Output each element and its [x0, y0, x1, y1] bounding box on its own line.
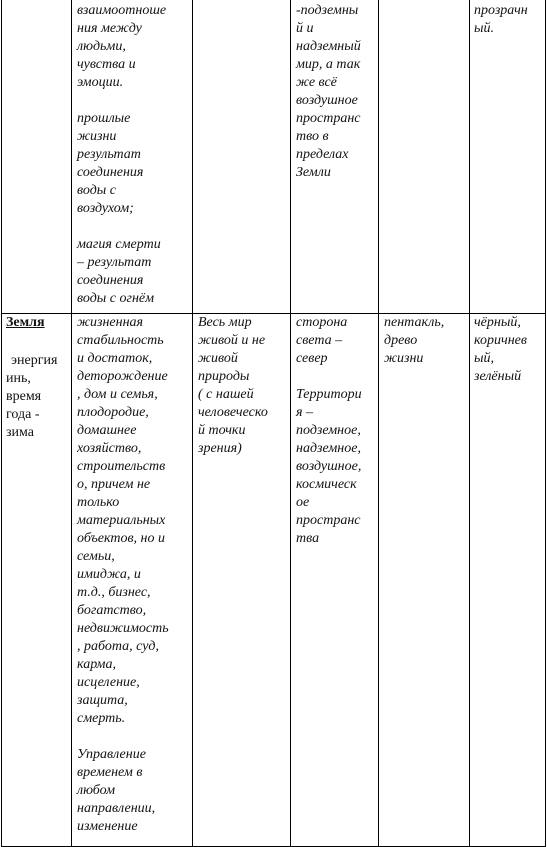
- text-line: я –: [296, 405, 314, 420]
- text-line: пределах: [296, 147, 349, 162]
- text-line: север: [296, 351, 328, 366]
- text-line: света –: [296, 333, 343, 348]
- text-line: эмоции.: [77, 75, 124, 90]
- row1-col2-text: [77, 2, 166, 308]
- table-border-col1: [71, 0, 72, 847]
- text-line: – результат: [77, 255, 152, 270]
- text-line: о, причем не: [77, 477, 151, 492]
- text-line: , дом и семья,: [77, 387, 158, 402]
- text-line: плодородие,: [77, 405, 149, 420]
- row2-col1-text: [6, 314, 57, 442]
- text-line: стабильность: [77, 333, 164, 348]
- text-line: результат: [77, 147, 141, 162]
- text-line: космическ: [296, 477, 357, 492]
- text-line: материальных: [77, 513, 166, 528]
- text-line: коричнев: [474, 333, 527, 348]
- text-line: прозрачн: [474, 3, 528, 18]
- text-line: карма,: [77, 657, 116, 672]
- text-line: т.д., бизнес,: [77, 585, 151, 600]
- text-line: пентакль,: [384, 315, 445, 330]
- text-line: богатство,: [77, 603, 147, 618]
- text-line: жизни: [77, 129, 117, 144]
- text-line: энергия: [11, 353, 58, 368]
- text-line: взаимоотноше: [77, 3, 167, 18]
- text-line: года -: [6, 407, 40, 422]
- text-line: -подземны: [296, 3, 359, 18]
- text-line: направлении,: [77, 801, 156, 816]
- text-line: воздушное,: [296, 459, 362, 474]
- text-line: Весь мир: [198, 315, 252, 330]
- text-line: тва: [296, 531, 320, 546]
- text-line: соединения: [77, 273, 144, 288]
- text-line: только: [77, 495, 120, 510]
- text-line: защита,: [77, 693, 128, 708]
- text-line: деторождение: [77, 369, 168, 384]
- text-line: прошлые: [77, 111, 131, 126]
- text-line: сторона: [296, 315, 348, 330]
- text-line: жизни: [384, 351, 424, 366]
- text-line: ( с нашей: [198, 387, 254, 402]
- table-border-left: [1, 0, 2, 847]
- text-line: любом: [77, 783, 116, 798]
- text-line: воздухом;: [77, 201, 134, 216]
- text-line: мир, а так: [296, 57, 361, 72]
- text-line: воды с огнём: [77, 291, 155, 306]
- text-line: подземное,: [296, 423, 361, 438]
- text-line: людьми,: [77, 39, 126, 54]
- text-line: имиджа, и: [77, 567, 141, 582]
- text-line: надземное,: [296, 441, 361, 456]
- row1-col4-text: [296, 2, 361, 182]
- text-line: чёрный,: [474, 315, 521, 330]
- text-line: же всё: [296, 75, 337, 90]
- text-line: й точки: [198, 423, 246, 438]
- row2-col3-text: [198, 314, 268, 458]
- text-line: изменение: [77, 819, 138, 834]
- row2-col4-text: [296, 314, 362, 548]
- element-title: Земля: [6, 315, 45, 330]
- text-line: ое: [296, 495, 310, 510]
- table-border-col5: [469, 0, 470, 847]
- text-line: время: [6, 389, 42, 404]
- text-line: ый.: [474, 21, 494, 36]
- text-line: тво в: [296, 129, 329, 144]
- text-line: зрения): [198, 441, 242, 456]
- text-line: зелёный: [474, 369, 522, 384]
- text-line: Земли: [296, 165, 331, 180]
- text-line: живой: [198, 351, 238, 366]
- table-border-col2: [192, 0, 193, 847]
- text-line: пространс: [296, 111, 361, 126]
- text-line: недвижимость: [77, 621, 169, 636]
- text-line: Управление: [77, 747, 146, 762]
- text-line: пространс: [296, 513, 361, 528]
- table-border-right: [545, 0, 546, 847]
- row2-col2-text: [77, 314, 169, 836]
- text-line: исцеление,: [77, 675, 140, 690]
- text-line: магия смерти: [77, 237, 161, 252]
- text-line: природы: [198, 369, 250, 384]
- text-line: домашнее: [77, 423, 137, 438]
- row2-col6-text: [474, 314, 527, 386]
- text-line: , работа, суд,: [77, 639, 160, 654]
- text-line: надземный: [296, 39, 361, 54]
- text-line: воздушное: [296, 93, 358, 108]
- text-line: Территори: [296, 387, 362, 402]
- text-line: временем в: [77, 765, 143, 780]
- text-line: ый,: [474, 351, 494, 366]
- text-line: живой и не: [198, 333, 266, 348]
- text-line: зима: [6, 425, 34, 440]
- text-line: семьи,: [77, 549, 115, 564]
- text-line: объектов, но и: [77, 531, 165, 546]
- text-line: человеческо: [198, 405, 268, 420]
- text-line: воды с: [77, 183, 116, 198]
- text-line: й и: [296, 21, 314, 36]
- text-line: жизненная: [77, 315, 144, 330]
- text-line: хозяйство,: [77, 441, 142, 456]
- text-line: смерть.: [77, 711, 126, 726]
- text-line: соединения: [77, 165, 144, 180]
- row1-col6-text: [474, 2, 528, 38]
- text-line: ния между: [77, 21, 142, 36]
- row2-col5-text: [384, 314, 444, 368]
- table-border-col3: [290, 0, 291, 847]
- text-line: чувства и: [77, 57, 136, 72]
- text-line: и достаток,: [77, 351, 153, 366]
- text-line: строительств: [77, 459, 166, 474]
- table-border-col4: [378, 0, 379, 847]
- text-line: древо: [384, 333, 418, 348]
- text-line: инь,: [6, 371, 31, 386]
